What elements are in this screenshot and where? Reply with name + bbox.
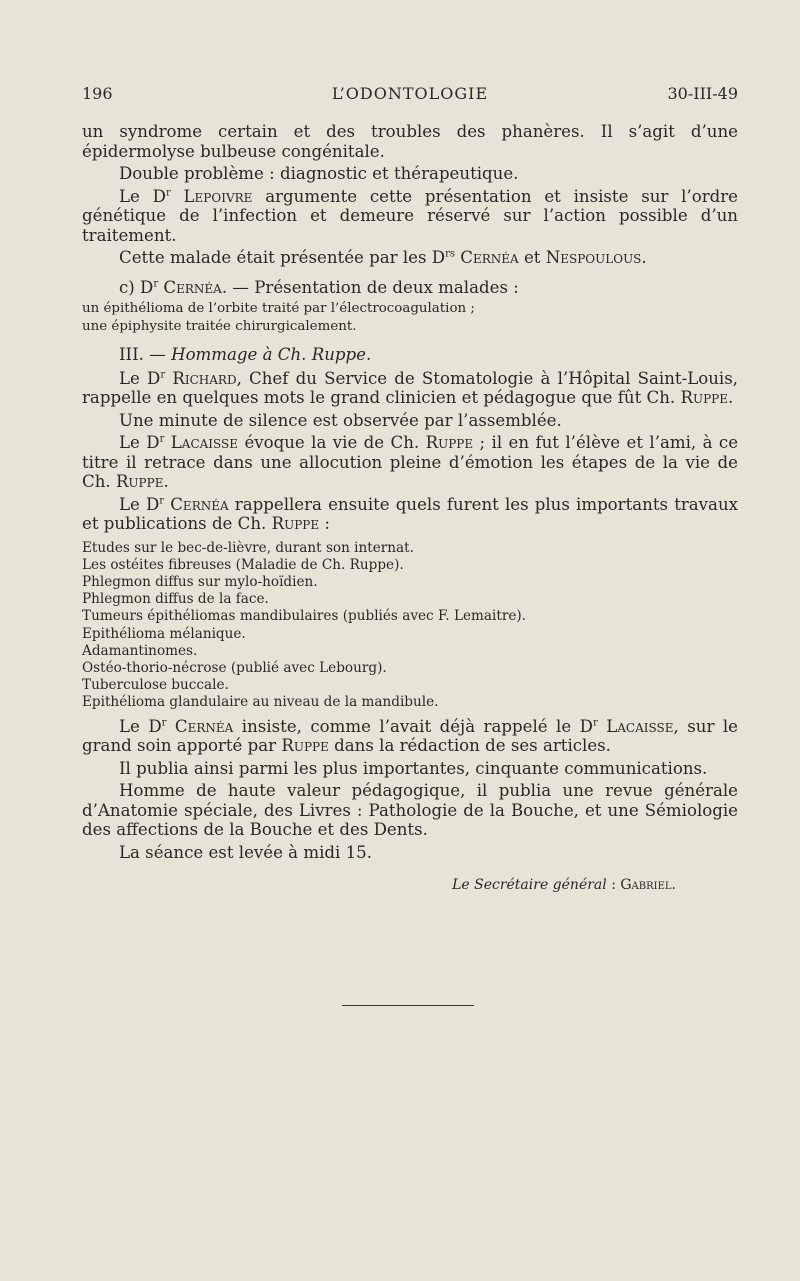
person-name: Lacaisse bbox=[606, 716, 674, 736]
list-item: Adamantinomes. bbox=[82, 642, 198, 659]
item-c-heading bbox=[82, 278, 738, 298]
superscript: r bbox=[592, 717, 598, 728]
item-c-details bbox=[82, 300, 738, 335]
signature-role: Le Secrétaire général bbox=[452, 877, 607, 894]
paragraph-2: Double problème : diagnostic et thérapeutique. bbox=[119, 164, 519, 183]
person-name: Lacaisse bbox=[170, 433, 239, 452]
article-body bbox=[82, 122, 738, 896]
person-name: Cernéa bbox=[163, 277, 222, 297]
paragraph-1: un syndrome certain et des troubles des phanères. Il s’agit d’une épidermolyse bulbeuse congénitale. bbox=[82, 122, 738, 161]
list-item: Phlegmon diffus sur mylo-hoïdien. bbox=[82, 573, 318, 590]
person-name: Cernéa bbox=[170, 494, 229, 514]
list-item: Tumeurs épithéliomas mandibulaires (publiés avec F. Lemaitre). bbox=[82, 608, 526, 625]
text: , sur le grand soin apporté par bbox=[82, 716, 738, 756]
text: Le D bbox=[119, 368, 161, 388]
text: et bbox=[518, 248, 546, 267]
superscript: rs bbox=[445, 248, 455, 260]
text: . — Présentation de deux malades : bbox=[221, 277, 519, 297]
person-name: Ruppe bbox=[271, 514, 320, 533]
superscript: r bbox=[165, 186, 171, 198]
text: , Chef du Service de Stomatologie à l’Hôpital Saint-Louis, rappelle en quelques mots le grand clinicien et pédagogue que fût Ch. bbox=[82, 368, 738, 407]
journal-title: L’ODONTOLOGIE bbox=[331, 84, 489, 103]
person-name: Ruppe bbox=[425, 433, 474, 452]
detail-line: un épithélioma de l’orbite traité par l’électrocoagulation ; bbox=[82, 301, 475, 316]
issue-date: 30-III-49 bbox=[667, 84, 738, 103]
person-name: Nespoulous bbox=[545, 248, 642, 267]
text: ; il en fut l’élève et l’ami, à ce titre il retrace dans une allocution pleine d’émotion les étapes de la vie de Ch. bbox=[82, 433, 739, 491]
paragraph-6: Une minute de silence est observée par l’assemblée. bbox=[119, 410, 562, 430]
section-title: Hommage à Ch. Ruppe. bbox=[171, 345, 372, 364]
paragraph-7 bbox=[82, 433, 738, 492]
list-item: Epithélioma mélanique. bbox=[82, 625, 246, 642]
section-number: III. — bbox=[119, 345, 172, 364]
text: Le D bbox=[119, 433, 160, 452]
text: Le D bbox=[119, 494, 160, 514]
person-name: Ruppe bbox=[115, 472, 164, 491]
running-header bbox=[82, 84, 738, 106]
publications-list bbox=[82, 540, 738, 712]
text: Le D bbox=[119, 716, 162, 736]
text: Cette malade était présentée par les D bbox=[119, 248, 446, 267]
text: évoque la vie de Ch. bbox=[238, 433, 426, 452]
paragraph-3 bbox=[82, 187, 738, 246]
text: c) D bbox=[119, 277, 154, 297]
person-name: Richard bbox=[172, 368, 237, 388]
paragraph-9 bbox=[82, 717, 738, 756]
signature-line bbox=[82, 876, 738, 896]
person-name: Lepoivre bbox=[183, 186, 253, 206]
text: : bbox=[606, 877, 621, 894]
detail-line: une épiphysite traitée chirurgicalement. bbox=[82, 318, 357, 334]
superscript: r bbox=[161, 717, 167, 728]
list-item: Tuberculose buccale. bbox=[82, 677, 229, 694]
page-number: 196 bbox=[82, 84, 113, 103]
text: . bbox=[728, 388, 734, 407]
paragraph-12: La séance est levée à midi 15. bbox=[119, 842, 372, 862]
paragraph-5 bbox=[82, 369, 738, 408]
paragraph-10: Il publia ainsi parmi les plus importantes, cinquante communications. bbox=[119, 758, 708, 778]
superscript: r bbox=[160, 368, 166, 380]
text: . bbox=[641, 248, 647, 267]
text: rappellera ensuite quels furent les plus importants travaux et publications de Ch. bbox=[82, 494, 738, 533]
list-item: Les ostéites fibreuses (Maladie de Ch. Ruppe). bbox=[82, 556, 404, 573]
text: : bbox=[319, 514, 330, 533]
text: insiste, comme l’avait déjà rappelé le D bbox=[233, 716, 593, 736]
paragraph-4 bbox=[82, 248, 738, 268]
person-name: Ruppe bbox=[680, 388, 729, 407]
signature-name: Gabriel. bbox=[620, 877, 676, 894]
list-item: Phlegmon diffus de la face. bbox=[82, 591, 269, 608]
list-item: Etudes sur le bec-de-lièvre, durant son internat. bbox=[82, 539, 414, 556]
superscript: r bbox=[159, 494, 165, 506]
section-heading-iii bbox=[82, 345, 738, 365]
text: . bbox=[163, 472, 169, 491]
end-rule bbox=[342, 1005, 474, 1006]
text: argumente cette présentation et insiste sur l’ordre génétique de l’infection et demeure réservé sur l’action possible d’un traitement. bbox=[82, 186, 739, 245]
text: dans la rédaction de ses articles. bbox=[328, 736, 611, 756]
paragraph-8 bbox=[82, 495, 738, 534]
person-name: Ruppe bbox=[281, 736, 329, 756]
paragraph-11: Homme de haute valeur pédagogique, il publia une revue générale d’Anatomie spéciale, des Livres : Pathologie de la Bouche, et une Sémiologie des affections de la Bouche et des Dents. bbox=[82, 781, 738, 840]
superscript: r bbox=[153, 277, 159, 289]
list-item: Ostéo-thorio-nécrose (publié avec Lebourg). bbox=[82, 659, 387, 676]
list-item: Epithélioma glandulaire au niveau de la mandibule. bbox=[82, 694, 439, 711]
person-name: Cernéa bbox=[460, 248, 519, 267]
superscript: r bbox=[159, 433, 165, 445]
person-name: Cernéa bbox=[174, 716, 234, 736]
text: Le D bbox=[119, 186, 166, 206]
